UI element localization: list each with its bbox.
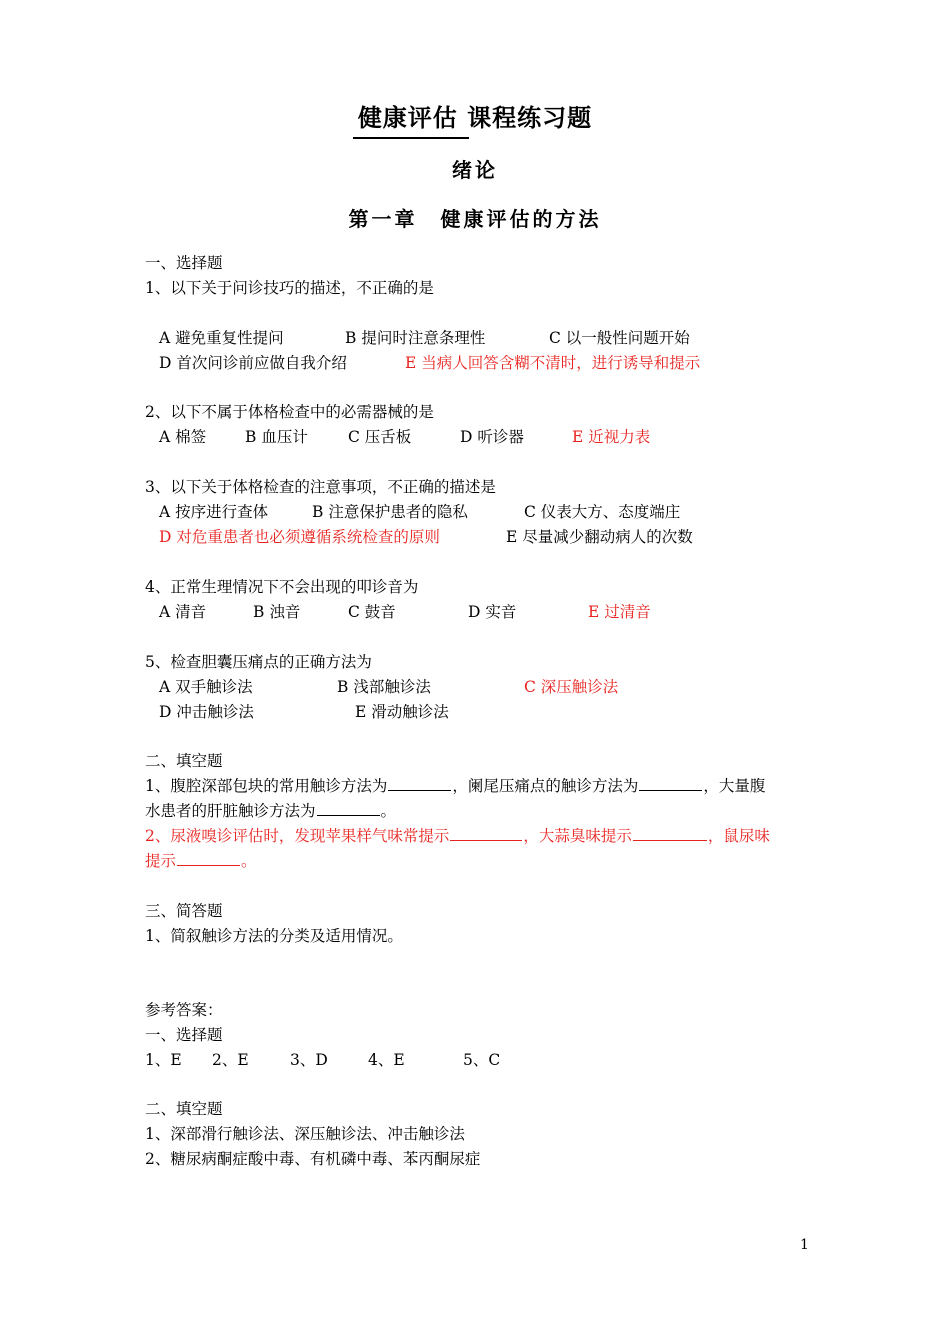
option-1c: C 以一般性问题开始 xyxy=(549,329,690,347)
fill-question-2-line1 xyxy=(145,826,770,846)
option-2e-correct: E 近视力表 xyxy=(572,428,651,446)
option-4b: B 浊音 xyxy=(253,603,301,621)
fill-blank xyxy=(388,776,451,791)
fill-q2-text-part5: 。 xyxy=(241,852,257,870)
answer-fill-1: 1、深部滑行触诊法、深压触诊法、冲击触诊法 xyxy=(145,1125,465,1143)
answers-heading: 参考答案： xyxy=(145,1001,223,1019)
fill-blank xyxy=(633,826,707,841)
answer-fill-2: 2、糖尿病酮症酸中毒、有机磷中毒、苯丙酮尿症 xyxy=(145,1150,481,1168)
option-3b: B 注意保护患者的隐私 xyxy=(312,503,468,521)
answer-mc-2: 2、E xyxy=(212,1051,249,1069)
option-4a: A 清音 xyxy=(159,603,207,621)
option-3a: A 按序进行查体 xyxy=(159,503,269,521)
fill-blank xyxy=(450,826,522,841)
answers-choice-heading: 一、选择题 xyxy=(145,1026,223,1044)
option-3e: E 尽量减少翻动病人的次数 xyxy=(506,528,693,546)
option-1d: D 首次问诊前应做自我介绍 xyxy=(159,354,347,372)
fill-q1-text-part2: ，阑尾压痛点的触诊方法为 xyxy=(452,777,639,795)
option-4c: C 鼓音 xyxy=(348,603,396,621)
section-heading-choice: 一、选择题 xyxy=(145,254,223,272)
document-title: 健康评估 课程练习题 xyxy=(357,103,593,132)
option-2b: B 血压计 xyxy=(245,428,308,446)
section-heading-short-answer: 三、简答题 xyxy=(145,902,223,920)
answer-mc-4: 4、E xyxy=(368,1051,405,1069)
fill-q1-text-part5: 。 xyxy=(380,802,397,820)
option-4e-correct: E 过清音 xyxy=(588,603,651,621)
option-1b: B 提问时注意条理性 xyxy=(345,329,486,347)
section-heading-fill: 二、填空题 xyxy=(145,752,223,770)
section-title-introduction: 绪论 xyxy=(452,158,498,182)
question-3: 3、以下关于体格检查的注意事项，不正确的描述是 xyxy=(145,478,496,496)
fill-q1-text-part3: ，大量腹 xyxy=(703,777,766,795)
question-1: 1、以下关于问诊技巧的描述，不正确的是 xyxy=(145,279,434,297)
fill-q2-text-part3: ，鼠尿味 xyxy=(707,827,770,845)
option-3d-correct: D 对危重患者也必须遵循系统检查的原则 xyxy=(159,528,440,546)
answer-mc-5: 5、C xyxy=(463,1051,501,1069)
answer-mc-3: 3、D xyxy=(290,1051,328,1069)
short-answer-question-1: 1、简叙触诊方法的分类及适用情况。 xyxy=(145,927,403,945)
fill-blank xyxy=(177,851,240,866)
option-5b: B 浅部触诊法 xyxy=(337,678,431,696)
fill-q1-text-part4: 水患者的肝脏触诊方法为 xyxy=(145,802,316,820)
option-4d: D 实音 xyxy=(468,603,517,621)
fill-question-1-line1 xyxy=(145,776,765,796)
option-3c: C 仪表大方、态度端庄 xyxy=(524,503,681,521)
option-5e: E 滑动触诊法 xyxy=(355,703,449,721)
page-number: 1 xyxy=(800,1237,809,1253)
question-4: 4、正常生理情况下不会出现的叩诊音为 xyxy=(145,578,419,596)
fill-q2-text-part4: 提示 xyxy=(145,852,177,870)
option-1a: A 避免重复性提问 xyxy=(159,329,284,347)
title-underline xyxy=(353,137,469,139)
option-1e-correct: E 当病人回答含糊不清时，进行诱导和提示 xyxy=(405,354,701,372)
question-2: 2、以下不属于体格检查中的必需器械的是 xyxy=(145,403,434,421)
option-2c: C 压舌板 xyxy=(348,428,412,446)
option-5d: D 冲击触诊法 xyxy=(159,703,254,721)
option-2a: A 棉签 xyxy=(159,428,207,446)
fill-q2-text-part1: 2、尿液嗅诊评估时，发现苹果样气味常提示 xyxy=(145,827,450,845)
chapter-title: 第一章 健康评估的方法 xyxy=(348,207,602,231)
option-2d: D 听诊器 xyxy=(460,428,524,446)
option-5c-correct: C 深压触诊法 xyxy=(524,678,619,696)
option-5a: A 双手触诊法 xyxy=(159,678,253,696)
fill-blank xyxy=(639,776,702,791)
answer-mc-1: 1、E xyxy=(145,1051,182,1069)
fill-q2-text-part2: ，大蒜臭味提示 xyxy=(523,827,632,845)
question-5: 5、检查胆囊压痛点的正确方法为 xyxy=(145,653,372,671)
fill-question-2-line2 xyxy=(145,851,257,871)
fill-question-1-line2 xyxy=(145,801,396,821)
answers-fill-heading: 二、填空题 xyxy=(145,1100,223,1118)
fill-blank xyxy=(317,801,380,816)
fill-q1-text-part1: 1、腹腔深部包块的常用触诊方法为 xyxy=(145,777,388,795)
